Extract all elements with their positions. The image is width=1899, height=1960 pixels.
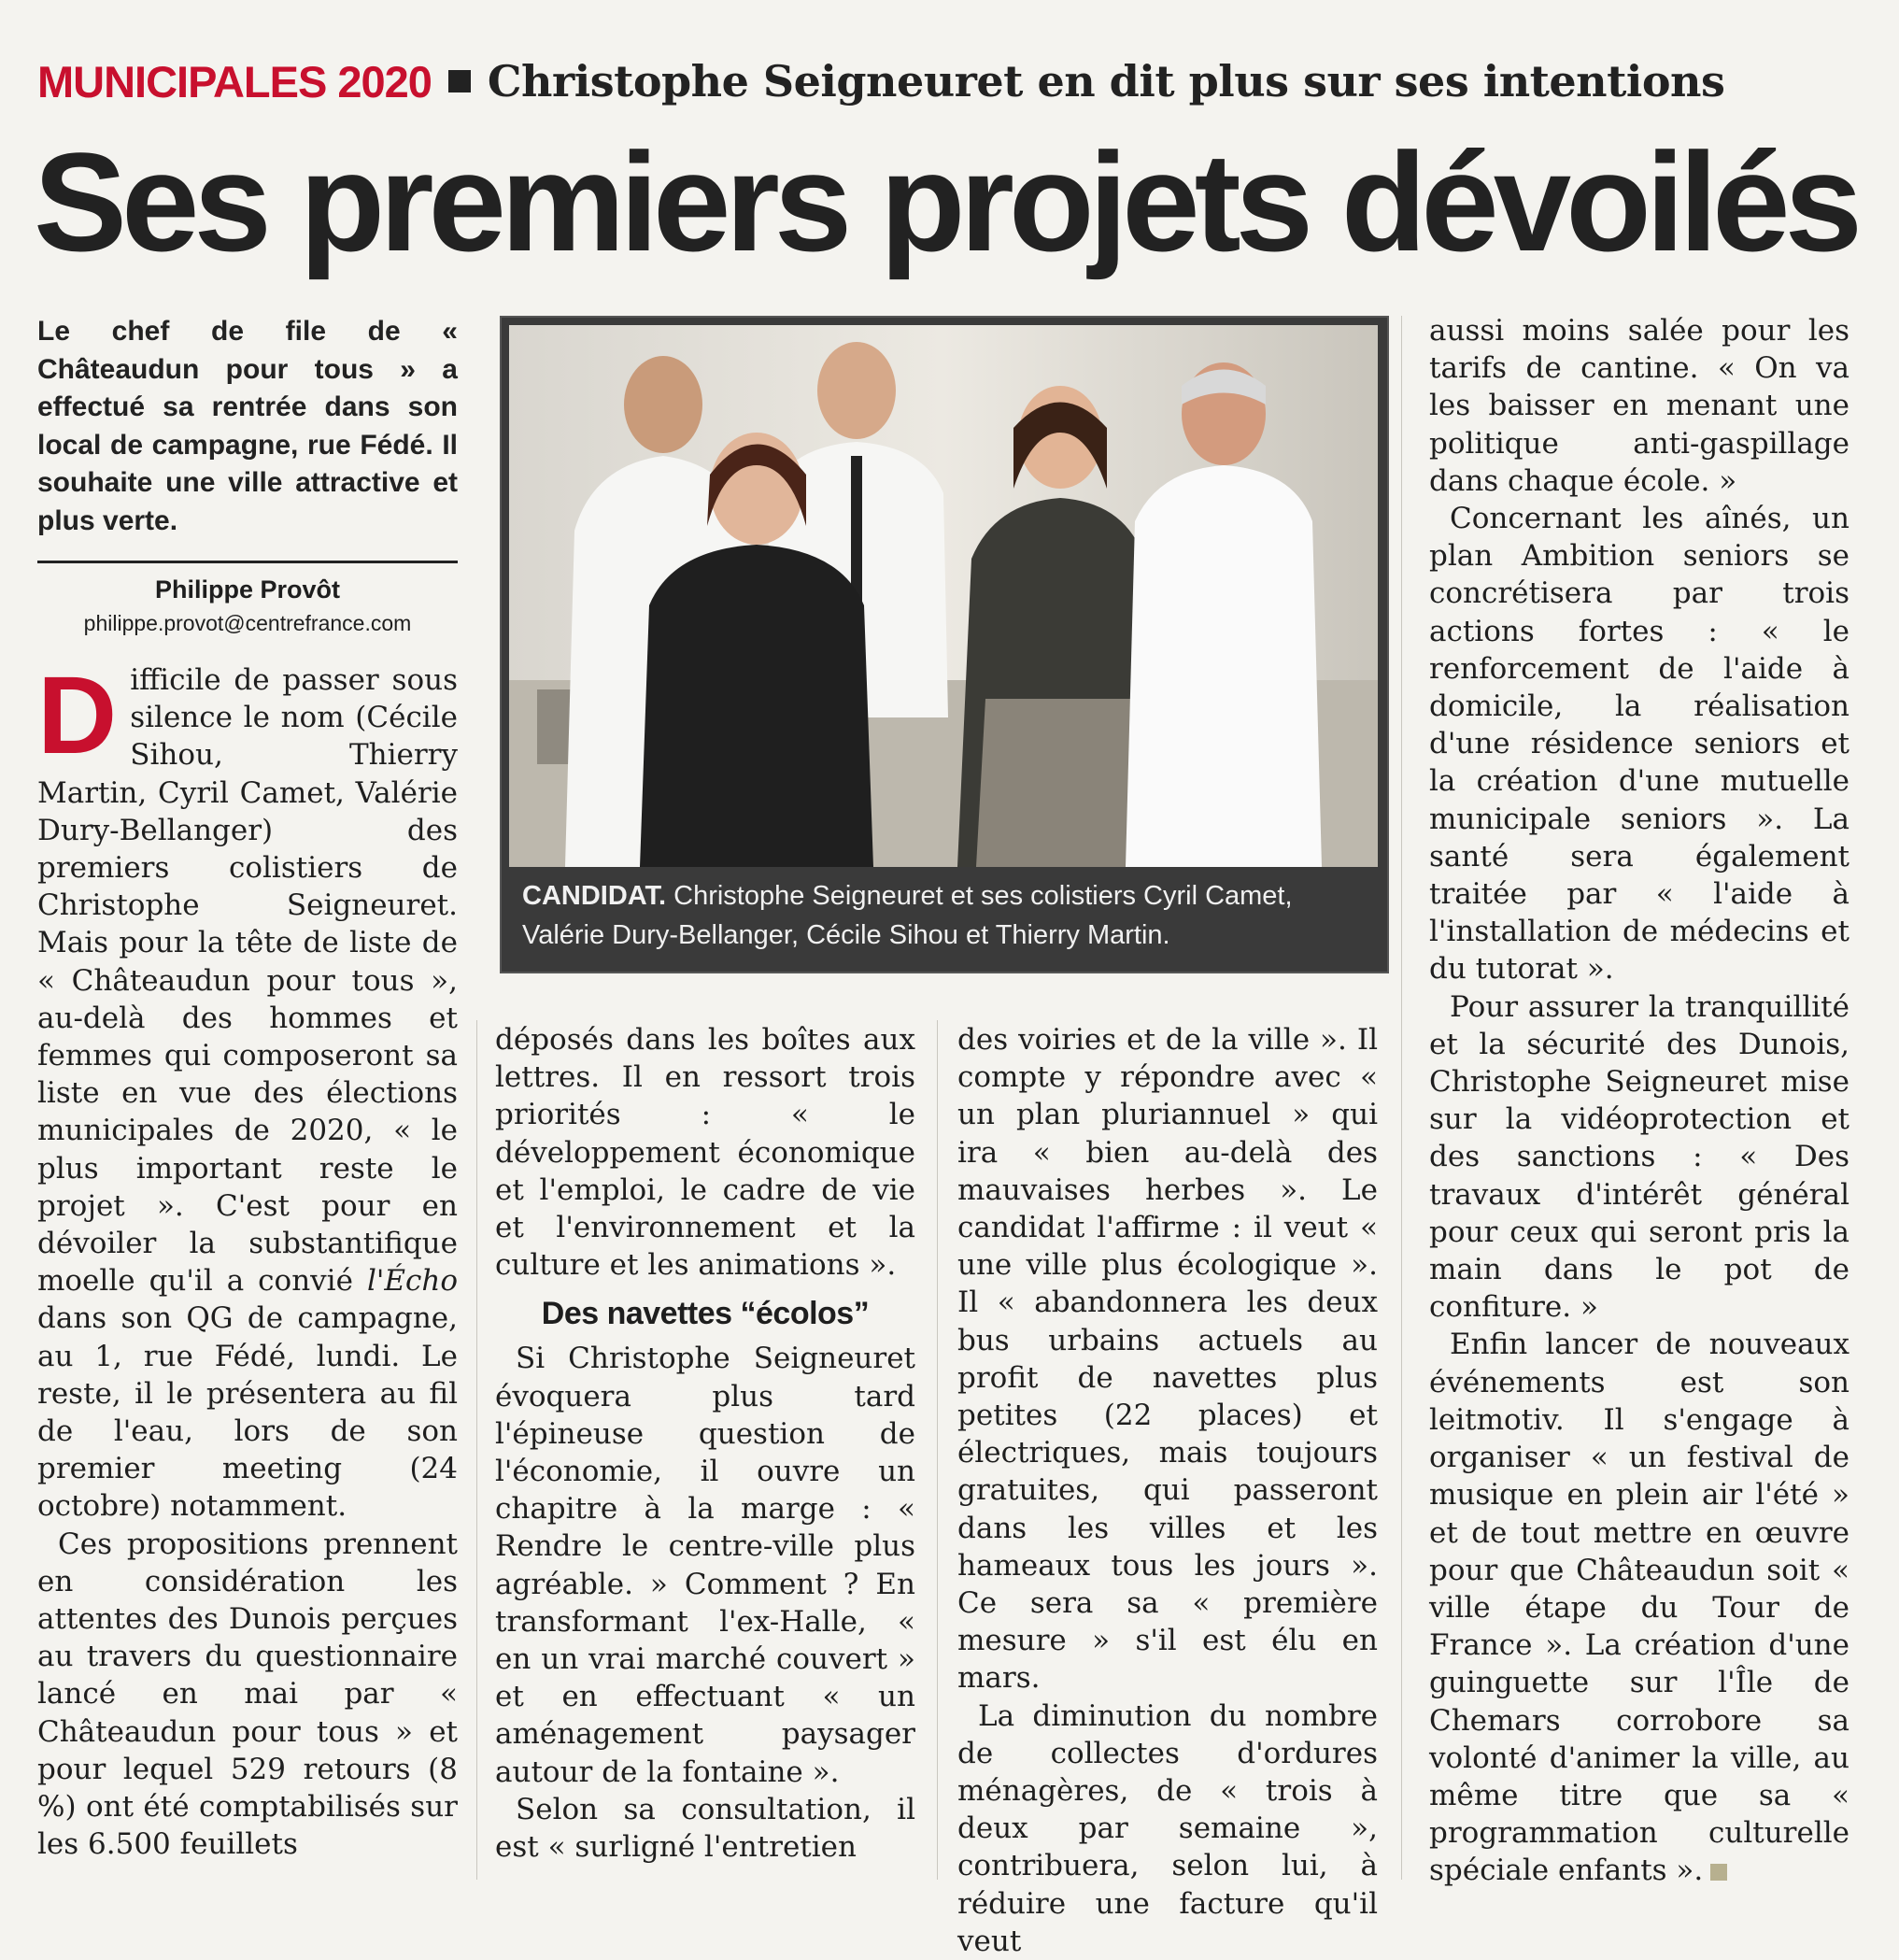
byline bbox=[37, 572, 458, 639]
paragraph-text: dans son QG de campagne, au 1, rue Fédé, lundi. Le reste, il le présentera au fil de l'eau, lors de son premier meeting (24 octobre) notamment. bbox=[37, 1301, 458, 1524]
column-divider bbox=[1401, 316, 1402, 1880]
subheading: Des navettes “écolos” bbox=[541, 1296, 870, 1332]
paragraph bbox=[37, 654, 458, 1526]
end-of-article-icon bbox=[1710, 1864, 1727, 1881]
square-bullet-icon bbox=[448, 70, 471, 92]
byline-rule bbox=[37, 561, 458, 563]
article-column-2 bbox=[495, 1021, 915, 1866]
paragraph: aussi moins salée pour les tarifs de cantine. « On va les baisser en menant une politique anti-gaspillage dans chaque école. » bbox=[1429, 314, 1849, 498]
paragraph: Ces propositions prennent en considération les attentes des Dunois perçues au travers du questionnaire lancé en mai par « Châteaudun pour tous » et pour lequel 529 retours (8 %) ont été comptabilisés sur les 6.500 feuillets bbox=[37, 1527, 458, 1862]
paragraph: Pour assurer la tranquillité et la sécurité des Dunois, Christophe Seigneuret mise sur la vidéoprotection et des sanctions : « Des travaux d'intérêt général pour ceux qui seront pris la main dans le pot de confiture. » bbox=[1429, 989, 1849, 1325]
author-email: philippe.provot@centrefrance.com bbox=[83, 611, 412, 635]
paragraph: La diminution du nombre de collectes d'ordures ménagères, de « trois à deux par semaine », contribuera, selon lui, à réduire une facture qu'il veut bbox=[957, 1698, 1378, 1958]
photo-caption bbox=[522, 876, 1370, 955]
headline: Ses premiers projets dévoilés bbox=[34, 123, 1858, 280]
paragraph bbox=[1429, 1326, 1849, 1889]
paragraph: des voiries et de la ville ». Il compte y répondre avec « un plan pluriannuel » qui ira « bien au-delà des mauvaises herbes ». Le candidat l'affirme : il veut « une ville plus écologique ». Il « abandonnera les deux bus urbains actuels au profit de navettes plus petites (22 places) et électriques, mais toujours gratuites, qui passeront dans les villes et les hameaux tous les jours ». Ce sera sa « première mesure » s'il est élu en mars. bbox=[957, 1023, 1378, 1696]
group-photo bbox=[509, 325, 1380, 867]
article-column-1 bbox=[37, 654, 458, 1864]
publication-name: l'Écho bbox=[366, 1264, 458, 1299]
article-column-4 bbox=[1429, 312, 1849, 1890]
group-photo-illustration bbox=[509, 325, 1378, 867]
article-column-3 bbox=[957, 1021, 1378, 1960]
paragraph: Si Christophe Seigneuret évoquera plus tard l'épineuse question de l'économie, il ouvre un chapitre à la marge : « Rendre le centre-ville plus agréable. » Comment ? En transformant l'ex-Halle, « en un vrai marché couvert » et en effectuant « un aménagement paysager autour de la fontaine ». bbox=[495, 1342, 915, 1789]
paragraph-text: ifficile de passer sous silence le nom (Cécile Sihou, Thierry Martin, Cyril Camet, Valérie Dury-Bellanger) des premiers colistiers de Christophe Seigneuret. Mais pour la tête de liste de « Châteaudun pour tous », au-delà des hommes et femmes qui composeront sa liste en vue des élections municipales de 2020, « le plus important reste le projet ». C'est pour en dévoiler la substantifique moelle qu'il a convié bbox=[37, 663, 458, 1299]
lead-paragraph: Le chef de file de « Châteaudun pour tous » a effectué sa rentrée dans son local de campagne, rue Fédé. Il souhaite une ville attractive et plus verte. bbox=[37, 316, 458, 536]
paragraph: déposés dans les boîtes aux lettres. Il en ressort trois priorités : « le développement économique et l'emploi, le cadre de vie et l'environnement et la culture et les animations ». bbox=[495, 1023, 915, 1283]
column-divider bbox=[476, 1020, 477, 1880]
kicker-title: Christophe Seigneuret en dit plus sur ses intentions bbox=[487, 56, 1725, 107]
photo-frame bbox=[500, 316, 1389, 973]
caption-label: CANDIDAT. bbox=[522, 881, 667, 911]
paragraph-text: Enfin lancer de nouveaux événements est son leitmotiv. Il s'engage à organiser « un festival de musique en plein air l'été » et de tout mettre en œuvre pour que Châteaudun soit « ville étape du Tour de France ». La création d'une guinguette sur l'Île de Chemars corrobore sa volonté d'animer la ville, au même titre que sa « programmation culturelle spéciale enfants ». bbox=[1429, 1328, 1849, 1888]
paragraph: Concernant les aînés, un plan Ambition seniors se concrétisera par trois actions fortes : « le renforcement de l'aide à domicile, la réalisation d'une résidence seniors et la création d'une mutuelle municipale seniors ». La santé sera également traitée par « l'aide à l'installation de médecins et du tutorat ». bbox=[1429, 502, 1849, 987]
paragraph: Selon sa consultation, il est « surligné l'entretien bbox=[495, 1792, 915, 1865]
kicker bbox=[37, 49, 1724, 114]
column-divider bbox=[937, 1020, 938, 1880]
section-label: MUNICIPALES 2020 bbox=[37, 56, 432, 107]
drop-cap: D bbox=[37, 654, 118, 777]
author-name: Philippe Provôt bbox=[154, 575, 341, 604]
caption-text: Christophe Seigneuret et ses colistiers Cyril Camet, Valérie Dury-Bellanger, Cécile Sihou et Thierry Martin. bbox=[522, 881, 1293, 950]
